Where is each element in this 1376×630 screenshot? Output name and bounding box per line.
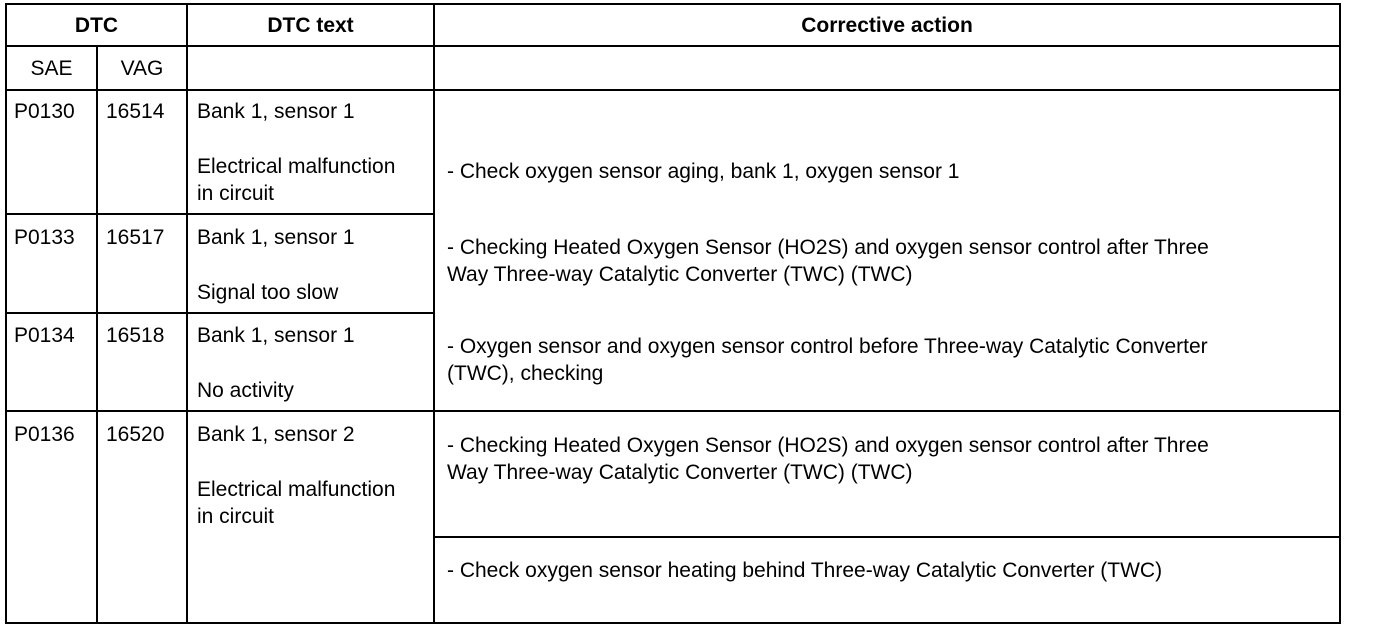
- table-row-4-description-line-2: in circuit: [197, 505, 275, 528]
- table-border-top: [5, 3, 1341, 5]
- header-vag: VAG: [120, 57, 164, 80]
- action-3-line-2: (TWC), checking: [447, 362, 604, 385]
- action-1-line-1: - Check oxygen sensor aging, bank 1, oxygen sensor 1: [447, 160, 960, 183]
- table-border-bottom: [5, 622, 1341, 624]
- divider-action-split: [433, 536, 1341, 538]
- table-row-2-vag: 16517: [106, 226, 165, 249]
- table-row-3-sae: P0134: [14, 324, 75, 347]
- divider-header: [5, 45, 1341, 47]
- divider-row-2: [5, 312, 435, 314]
- table-row-4-location: Bank 1, sensor 2: [197, 423, 355, 446]
- table-row-1-location: Bank 1, sensor 1: [197, 100, 355, 123]
- divider-row-1: [5, 213, 435, 215]
- divider-row-3: [5, 410, 1341, 412]
- header-dtc-text: DTC text: [267, 14, 354, 37]
- table-row-3-vag: 16518: [106, 324, 165, 347]
- table-row-1-sae: P0130: [14, 100, 75, 123]
- table-row-2-location: Bank 1, sensor 1: [197, 226, 355, 249]
- table-row-4-description-line-1: Electrical malfunction: [197, 478, 396, 501]
- action-5-line-1: - Check oxygen sensor heating behind Three-way Catalytic Converter (TWC): [447, 559, 1163, 582]
- table-row-1-description-line-2: in circuit: [197, 182, 275, 205]
- table-row-4-sae: P0136: [14, 423, 75, 446]
- header-sae: SAE: [30, 57, 73, 80]
- header-dtc: DTC: [74, 14, 119, 37]
- table-row-3-description-line-1: No activity: [197, 379, 294, 402]
- action-4-line-1: - Checking Heated Oxygen Sensor (HO2S) and oxygen sensor control after Three: [447, 434, 1209, 457]
- header-corrective-action: Corrective action: [801, 14, 973, 37]
- table-row-4-vag: 16520: [106, 423, 165, 446]
- table-row-2-description-line-1: Signal too slow: [197, 281, 339, 304]
- divider-subheader: [5, 89, 1341, 91]
- action-3-line-1: - Oxygen sensor and oxygen sensor control before Three-way Catalytic Converter: [447, 335, 1208, 358]
- table-row-1-vag: 16514: [106, 100, 165, 123]
- table-row-3-location: Bank 1, sensor 1: [197, 324, 355, 347]
- action-2-line-1: - Checking Heated Oxygen Sensor (HO2S) and oxygen sensor control after Three: [447, 236, 1209, 259]
- divider-sae-vag: [96, 46, 98, 624]
- table-row-2-sae: P0133: [14, 226, 75, 249]
- action-2-line-2: Way Three-way Catalytic Converter (TWC) (TWC): [447, 263, 913, 286]
- action-4-line-2: Way Three-way Catalytic Converter (TWC) (TWC): [447, 461, 913, 484]
- table-row-1-description-line-1: Electrical malfunction: [197, 155, 396, 178]
- table-border-right: [1339, 3, 1341, 624]
